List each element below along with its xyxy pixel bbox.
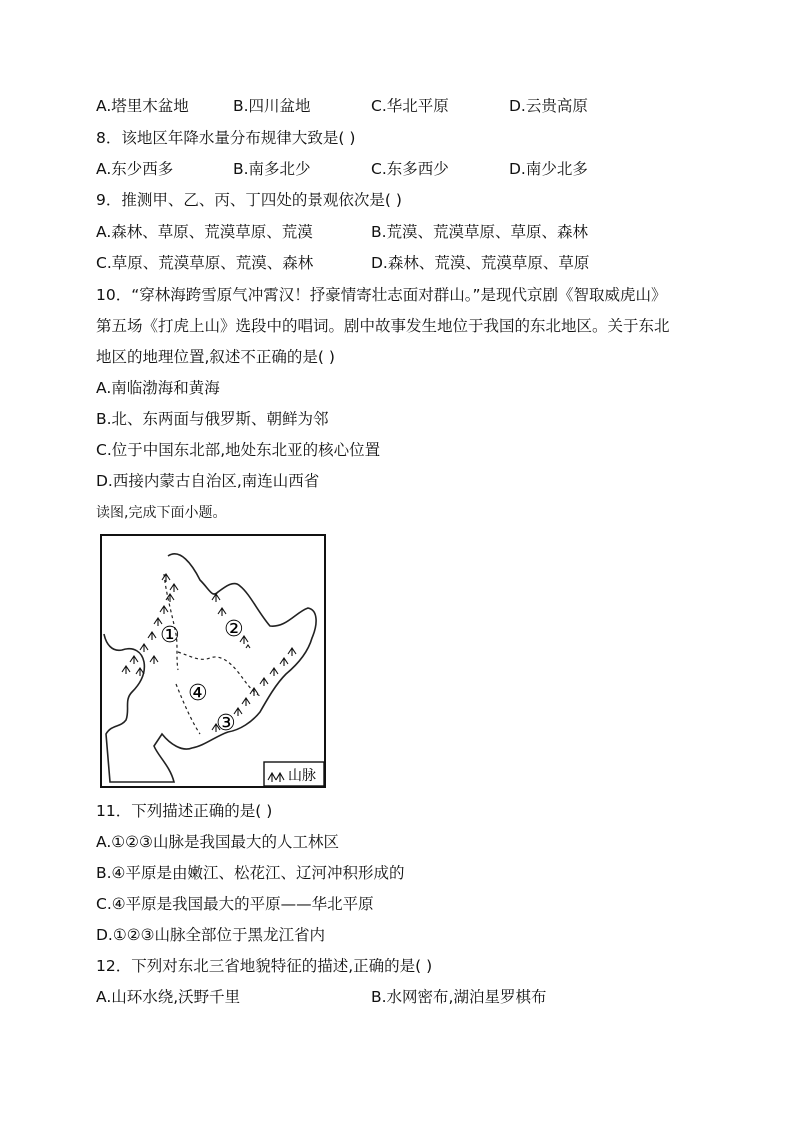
map-legend [264,762,324,786]
q11-option-a: A.①②③山脉是我国最大的人工林区 [96,833,339,851]
marker-1: ① [160,623,180,648]
q10-option-a: A.南临渤海和黄海 [96,379,220,397]
q8-option-d: D.南少北多 [509,160,588,178]
q10-option-d: D.西接内蒙古自治区,南连山西省 [96,472,320,490]
q7-option-d: D.云贵高原 [509,97,588,115]
q12-option-a: A.山环水绕,沃野千里 [96,988,241,1006]
q10-option-b: B.北、东两面与俄罗斯、朝鲜为邻 [96,410,329,428]
q10-stem-line-2: 第五场《打虎上山》选段中的唱词。剧中故事发生地位于我国的东北地区。关于东北 [96,317,670,335]
q9-option-b: B.荒漠、荒漠草原、草原、森林 [371,223,589,241]
q12-option-b: B.水网密布,湖泊星罗棋布 [371,988,547,1006]
q8-stem: 8．该地区年降水量分布规律大致是( ) [96,129,356,147]
reading-instruction: 读图,完成下面小题。 [96,505,227,521]
q12-stem: 12．下列对东北三省地貌特征的描述,正确的是( ) [96,957,433,975]
q7-option-b: B.四川盆地 [233,97,311,115]
q11-option-d: D.①②③山脉全部位于黑龙江省内 [96,926,326,944]
q9-option-a: A.森林、草原、荒漠草原、荒漠 [96,223,313,241]
q10-option-c: C.位于中国东北部,地处东北亚的核心位置 [96,441,381,459]
q10-stem-line-1: 10．“穿林海跨雪原气冲霄汉！抒豪情寄壮志面对群山。”是现代京剧《智取威虎山》 [96,286,667,304]
q8-option-c: C.东多西少 [371,160,449,178]
q11-stem: 11．下列描述正确的是( ) [96,802,273,820]
q11-option-c: C.④平原是我国最大的平原——华北平原 [96,895,374,913]
legend-label: 山脉 [288,768,316,784]
q9-option-d: D.森林、荒漠、荒漠草原、草原 [371,254,590,272]
map-frame [101,535,325,787]
marker-3: ③ [216,711,236,736]
q7-option-c: C.华北平原 [371,97,449,115]
q9-option-c: C.草原、荒漠草原、荒漠、森林 [96,254,314,272]
q8-option-a: A.东少西多 [96,160,174,178]
marker-2: ② [224,617,244,642]
northeast-china-map [100,534,326,788]
q9-stem: 9．推测甲、乙、丙、丁四处的景观依次是( ) [96,191,402,209]
q7-option-a: A.塔里木盆地 [96,97,189,115]
q10-stem-line-3: 地区的地理位置,叙述不正确的是( ) [96,348,335,366]
q11-option-b: B.④平原是由嫩江、松花江、辽河冲积形成的 [96,864,405,882]
marker-4: ④ [188,681,208,706]
q8-option-b: B.南多北少 [233,160,311,178]
